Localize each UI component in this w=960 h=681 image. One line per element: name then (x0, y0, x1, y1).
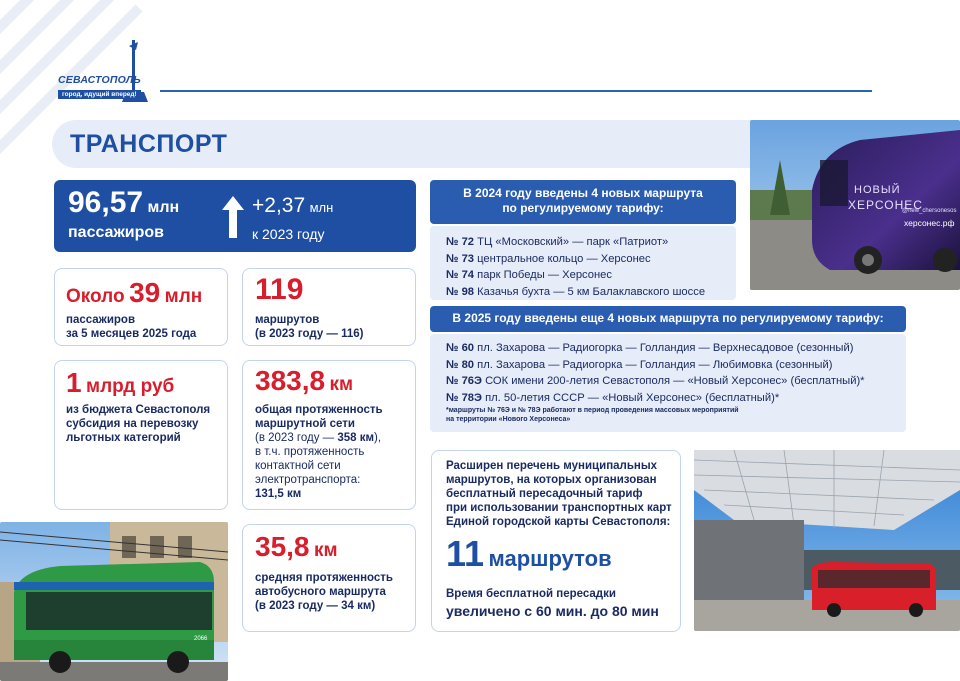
routes-count-line2: (в 2023 году — 116) (255, 328, 364, 340)
transfer-l1: Расширен перечень муниципальных (446, 460, 658, 472)
network-line6: электротранспорта: (255, 474, 361, 486)
trolleybus-photo (0, 522, 228, 681)
transfer-time-label: Время бесплатной пересадки (446, 588, 616, 600)
network-card (242, 360, 416, 510)
transfer-big-value: 11 (446, 533, 485, 574)
bus-handle: @new_chersonesos (902, 208, 957, 214)
trolleybus-image (0, 522, 228, 681)
logo-name: СЕВАСТОПОЛЬ (58, 74, 141, 86)
pass2025-value: 39 (129, 277, 161, 308)
routes-count-card (242, 268, 416, 346)
transfer-card (431, 450, 681, 632)
network-line4: в т.ч. протяженность (255, 446, 365, 458)
route-item: № 76Э СОК имени 200-летия Севастополя — «Новый Херсонес» (бесплатный)* (446, 375, 865, 387)
network-line7: 131,5 км (255, 488, 302, 500)
passengers-2025-card (54, 268, 228, 346)
passengers-card (54, 180, 416, 252)
routes-count-value: 119 (255, 273, 304, 306)
transfer-time-value: увеличено с 60 мин. до 80 мин (446, 603, 659, 619)
route-item: № 98 Казачья бухта — 5 км Балаклавского шоссе (446, 285, 706, 298)
budget-line1: из бюджета Севастополя (66, 404, 211, 416)
network-line2: маршрутной сети (255, 418, 355, 430)
pass2025-line2: за 5 месяцев 2025 года (66, 328, 197, 340)
budget-value: 1 (66, 367, 82, 398)
network-value: 383,8 (255, 365, 326, 396)
pass2025-prefix: Около (66, 286, 125, 307)
network-line5: контактной сети (255, 460, 341, 472)
logo-tagline: город, идущий вперед! (58, 90, 141, 99)
bus-photo (750, 120, 960, 290)
busroute-line2: автобусного маршрута (255, 586, 386, 598)
route-item: № 74 парк Победы — Херсонес (446, 269, 612, 281)
network-unit: км (329, 374, 354, 395)
bus-brand-2: ХЕРСОНЕС (848, 198, 923, 212)
transfer-l5: Единой городской карты Севастополя: (446, 516, 671, 528)
pass2025-unit: млн (164, 286, 203, 307)
budget-card (54, 360, 228, 510)
budget-line2: субсидия на перевозку (66, 418, 199, 430)
trolley-fleet-no: 2066 (194, 636, 208, 642)
network-line3b: 358 км (337, 432, 375, 444)
passengers-label: пассажиров (68, 224, 165, 241)
routes-2024-head2: по регулируемому тарифу: (502, 201, 664, 215)
network-line3: (в 2023 году — (255, 432, 335, 444)
passengers-value: 96,57 (68, 186, 144, 219)
budget-line3: льготных категорий (66, 432, 181, 444)
route-item: № 72 ТЦ «Московский» — парк «Патриот» (446, 236, 669, 248)
routes-2025-list (430, 334, 906, 432)
growth-unit: млн (309, 200, 334, 215)
station-image (694, 450, 960, 631)
routes-2024-head1: В 2024 году введены 4 новых маршрута (463, 186, 703, 200)
bus-route-card (242, 524, 416, 632)
routes-2025-note1: *маршруты № 76Э и № 78Э работают в период проведения массовых мероприятий (446, 407, 739, 414)
header-divider (160, 90, 872, 92)
passengers-unit: млн (147, 199, 180, 216)
routes-2025-note2: на территории «Нового Херсонеса» (446, 416, 571, 423)
route-item: № 80 пл. Захарова — Радиогорка — Голландия — Любимовка (сезонный) (446, 358, 833, 371)
station-photo (694, 450, 960, 631)
page-title: ТРАНСПОРТ (70, 130, 228, 158)
budget-unit: млрд руб (86, 376, 175, 397)
transfer-big-unit: маршрутов (488, 546, 612, 571)
routes-2025-head: В 2025 году введены еще 4 новых маршрута по регулируемому тарифу: (452, 311, 884, 325)
routes-2024-header (430, 180, 736, 224)
transfer-l3: бесплатный пересадочный тариф (446, 488, 643, 500)
busroute-value: 35,8 (255, 531, 310, 562)
route-item: № 78Э пл. 50-летия СССР — «Новый Херсонес» (бесплатный)* (446, 391, 780, 404)
pass2025-line1: пассажиров (66, 314, 136, 326)
network-line1: общая протяженность (255, 404, 383, 416)
arrow-up-icon (222, 196, 244, 238)
transfer-l2: маршрутов, на которых организован (446, 474, 657, 486)
route-item: № 60 пл. Захарова — Радиогорка — Голландия — Верхнесадовое (сезонный) (446, 342, 854, 354)
network-line3c: ), (374, 432, 382, 444)
route-item: № 73 центральное кольцо — Херсонес (446, 252, 651, 265)
growth-value: +2,37 (252, 194, 306, 217)
transfer-l4: при использовании транспортных карт (446, 502, 672, 514)
busroute-unit: км (313, 540, 338, 561)
routes-2024-list (430, 226, 736, 300)
growth-label: к 2023 году (252, 226, 325, 242)
busroute-line1: средняя протяженность (255, 572, 393, 584)
routes-count-line1: маршрутов (255, 314, 320, 326)
routes-2025-header (430, 306, 906, 332)
bus-brand-1: НОВЫЙ (854, 184, 901, 196)
logo (52, 36, 162, 106)
bus-site: херсонес.рф (904, 218, 955, 228)
busroute-line3: (в 2023 году — 34 км) (255, 600, 376, 612)
